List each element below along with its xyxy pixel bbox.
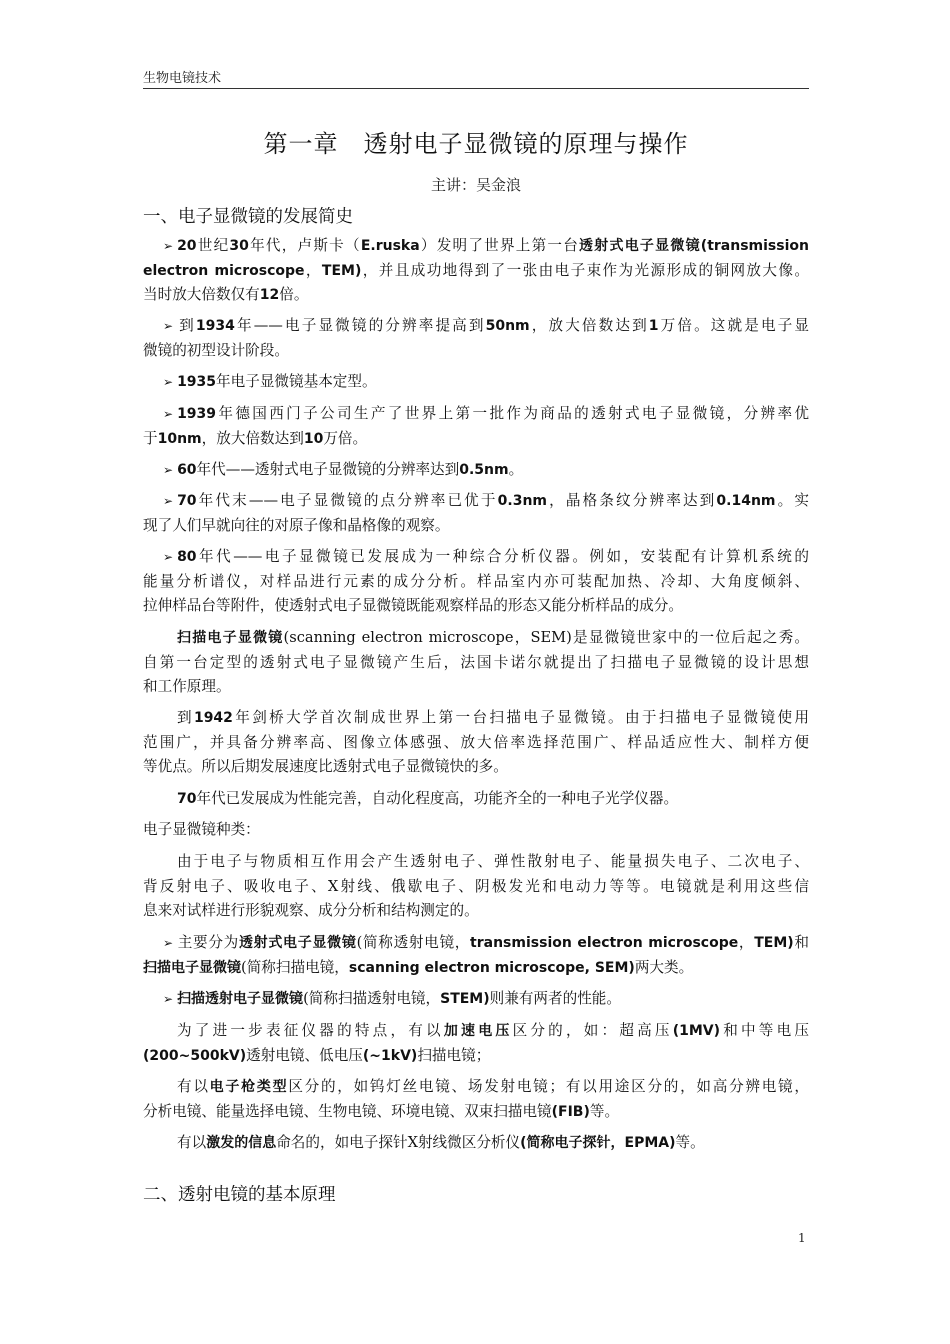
paragraph-10 bbox=[143, 787, 809, 812]
paragraph-7 bbox=[143, 545, 809, 619]
text-line: ➢ 主要分为透射式电子显微镜(简称透射电镜，transmission electron microscope，TEM)和 bbox=[163, 934, 809, 951]
text-line: ➢ 1939年德国西门子公司生产了世界上第一批作为商品的透射式电子显微镜，分辨率优 bbox=[163, 405, 809, 422]
paragraph-16 bbox=[143, 1075, 809, 1124]
text-line: (200~500kV)透射电镜、低电压(~1kV)扫描电镜； bbox=[143, 1046, 491, 1064]
text-line: electron microscope，TEM)，并且成功地得到了一张由电子束作为光源形成的铜网放大像。 bbox=[143, 261, 809, 279]
text-line: 范围广，并具备分辨率高、图像立体感强、放大倍率选择范围广、样品适应性大、制样方便 bbox=[143, 733, 809, 751]
section-heading-2: 二、透射电镜的基本原理 bbox=[143, 1185, 336, 1205]
paragraph-8 bbox=[143, 626, 809, 700]
running-header: 生物电镜技术 bbox=[143, 71, 222, 86]
text-line: 70年代已发展成为性能完善，自动化程度高，功能齐全的一种电子光学仪器。 bbox=[177, 790, 679, 807]
section-heading-1: 一、电子显微镜的发展简史 bbox=[143, 207, 353, 227]
text-line: ➢ 70年代末——电子显微镜的点分辨率已优于0.3nm，晶格条纹分辨率达到0.14nm。实 bbox=[163, 492, 809, 509]
text-line: ➢ 到1934年——电子显微镜的分辨率提高到50nm，放大倍数达到1万倍。这就是电子显 bbox=[163, 317, 809, 334]
bullet-arrow-icon: ➢ bbox=[163, 550, 174, 564]
lecturer-line: 主讲：吴金浪 bbox=[430, 176, 521, 194]
text-line: 扫描电子显微镜(scanning electron microscope，SEM)是显微镜世家中的一位后起之秀。 bbox=[177, 629, 809, 646]
paragraph-17 bbox=[143, 1131, 809, 1156]
bullet-arrow-icon: ➢ bbox=[163, 239, 174, 253]
text-line: 微镜的初型设计阶段。 bbox=[143, 341, 289, 359]
chapter-title: 第一章 透射电子显微镜的原理与操作 bbox=[263, 130, 689, 158]
text-line: 有以激发的信息命名的，如电子探针X射线微区分析仪(简称电子探针，EPMA)等。 bbox=[177, 1134, 705, 1151]
text-line: 分析电镜、能量选择电镜、生物电镜、环境电镜、双束扫描电镜(FIB)等。 bbox=[143, 1102, 620, 1120]
bullet-arrow-icon: ➢ bbox=[163, 936, 174, 950]
bullet-arrow-icon: ➢ bbox=[163, 494, 174, 508]
text-line: 拉伸样品台等附件，使透射式电子显微镜既能观察样品的形态又能分析样品的成分。 bbox=[143, 597, 683, 614]
text-line: 现了人们早就向往的对原子像和晶格像的观察。 bbox=[143, 516, 450, 534]
text-line: ➢ 80年代——电子显微镜已发展成为一种综合分析仪器。例如，安装配有计算机系统的 bbox=[163, 548, 809, 565]
text-line: 自第一台定型的透射式电子显微镜产生后，法国卡诺尔就提出了扫描电子显微镜的设计思想 bbox=[143, 653, 809, 671]
text-line: 当时放大倍数仅有12倍。 bbox=[143, 286, 309, 303]
paragraph-11 bbox=[143, 818, 809, 843]
text-line: 等优点。所以后期发展速度比透射式电子显微镜快的多。 bbox=[143, 758, 508, 775]
text-line: 为了进一步表征仪器的特点，有以加速电压区分的，如：超高压(1MV)和中等电压 bbox=[177, 1022, 809, 1039]
text-line: 扫描电子显微镜(简称扫描电镜，scanning electron microscope, SEM)两大类。 bbox=[143, 958, 694, 976]
paragraph-13 bbox=[143, 931, 809, 980]
paragraph-6 bbox=[143, 489, 809, 538]
text-line: ➢ 20世纪30年代，卢斯卡（E.ruska）发明了世界上第一台透射式电子显微镜(transmission bbox=[163, 237, 809, 254]
text-line: 于10nm，放大倍数达到10万倍。 bbox=[143, 429, 368, 447]
bullet-arrow-icon: ➢ bbox=[163, 992, 174, 1006]
text-line: 息来对试样进行形貌观察、成分分析和结构测定的。 bbox=[143, 902, 479, 919]
bullet-arrow-icon: ➢ bbox=[163, 407, 174, 421]
bullet-arrow-icon: ➢ bbox=[163, 463, 174, 477]
text-line: 有以电子枪类型区分的，如钨灯丝电镜、场发射电镜；有以用途区分的，如高分辨电镜， bbox=[177, 1078, 809, 1095]
text-line: 到1942年剑桥大学首次制成世界上第一台扫描电子显微镜。由于扫描电子显微镜使用 bbox=[177, 709, 809, 726]
text-line: 电子显微镜种类： bbox=[143, 821, 260, 838]
paragraph-5 bbox=[143, 458, 809, 483]
text-line: 背反射电子、吸收电子、X射线、俄歇电子、阴极发光和电动力等等。电镜就是利用这些信 bbox=[143, 877, 809, 895]
paragraph-3 bbox=[143, 370, 809, 395]
paragraph-4 bbox=[143, 402, 809, 451]
text-line: 能量分析谱仪，对样品进行元素的成分分析。样品室内亦可装配加热、冷却、大角度倾斜、 bbox=[143, 572, 809, 590]
bullet-arrow-icon: ➢ bbox=[163, 375, 174, 389]
paragraph-1 bbox=[143, 234, 809, 308]
paragraph-9 bbox=[143, 706, 809, 780]
text-line: 由于电子与物质相互作用会产生透射电子、弹性散射电子、能量损失电子、二次电子、 bbox=[177, 853, 809, 870]
text-line: ➢ 扫描透射电子显微镜(简称扫描透射电镜，STEM)则兼有两者的性能。 bbox=[163, 990, 621, 1007]
text-line: ➢ 1935年电子显微镜基本定型。 bbox=[163, 373, 377, 390]
page-number: 1 bbox=[798, 1231, 806, 1245]
text-line: 和工作原理。 bbox=[143, 678, 231, 695]
bullet-arrow-icon: ➢ bbox=[163, 319, 174, 333]
paragraph-2 bbox=[143, 314, 809, 363]
text-line: ➢ 60年代——透射式电子显微镜的分辨率达到0.5nm。 bbox=[163, 461, 524, 478]
paragraph-14 bbox=[143, 987, 809, 1012]
header-rule bbox=[143, 88, 809, 89]
paragraph-15 bbox=[143, 1019, 809, 1068]
paragraph-12 bbox=[143, 850, 809, 924]
